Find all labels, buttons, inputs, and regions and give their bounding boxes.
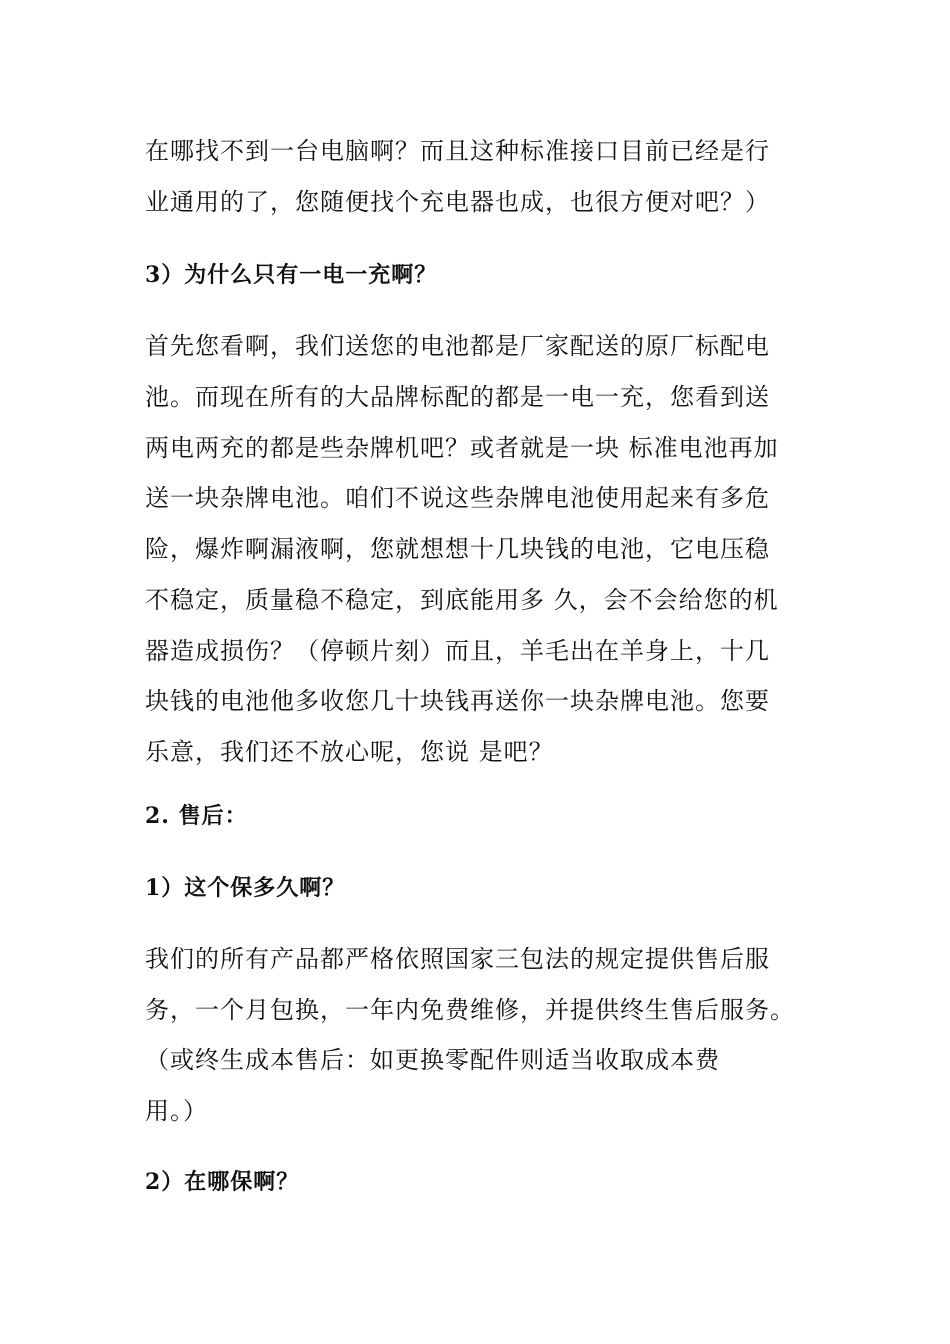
paragraph-line: （或终生成本售后：如更换零配件则适当收取成本费 xyxy=(145,1046,720,1074)
paragraph-line: 两电两充的都是些杂牌机吧？或者就是一块 标准电池再加 xyxy=(145,434,779,462)
paragraph-line: 用。） xyxy=(145,1097,208,1125)
paragraph-line: 在哪找不到一台电脑啊？而且这种标准接口目前已经是行 xyxy=(145,137,770,165)
paragraph-line: 我们的所有产品都严格依照国家三包法的规定提供售后服 xyxy=(145,945,770,973)
paragraph-line: 业通用的了，您随便找个充电器也成，也很方便对吧？） xyxy=(145,188,770,216)
paragraph-line: 乐意，我们还不放心呢，您说 是吧？ xyxy=(145,738,554,766)
paragraph-line: 不稳定，质量稳不稳定，到底能用多 久，会不会给您的机 xyxy=(145,586,779,614)
paragraph-line: 池。而现在所有的大品牌标配的都是一电一充，您看到送 xyxy=(145,383,770,411)
section-heading: 2. 售后： xyxy=(145,803,248,829)
paragraph-line: 器造成损伤？（停顿片刻）而且，羊毛出在羊身上，十几 xyxy=(145,637,770,665)
paragraph-line: 送一块杂牌电池。咱们不说这些杂牌电池使用起来有多危 xyxy=(145,484,770,512)
question-heading-1: 1）这个保多久啊？ xyxy=(145,875,346,901)
paragraph-line: 险，爆炸啊漏液啊，您就想想十几块钱的电池，它电压稳 xyxy=(145,535,770,563)
paragraph-line: 首先您看啊，我们送您的电池都是厂家配送的原厂标配电 xyxy=(145,332,770,360)
question-heading-2: 2）在哪保啊？ xyxy=(145,1169,300,1195)
question-heading-3: 3）为什么只有一电一充啊？ xyxy=(145,262,438,288)
paragraph-line: 块钱的电池他多收您几十块钱再送你一块杂牌电池。您要 xyxy=(145,687,770,715)
paragraph-line: 务，一个月包换，一年内免费维修，并提供终生售后服务。 xyxy=(145,996,795,1024)
